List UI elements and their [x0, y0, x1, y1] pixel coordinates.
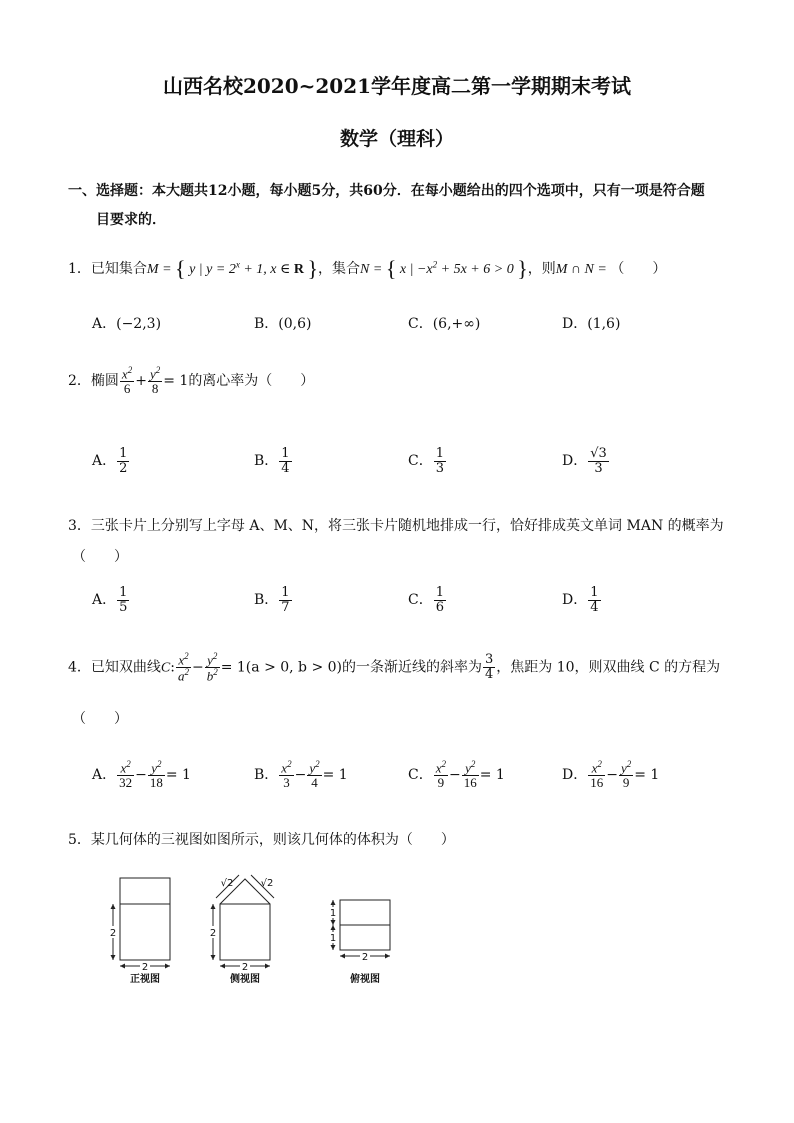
section-heading-line1: 一、选择题：本大题共12小题，每小题5分，共60分．在每小题给出的四个选项中，只有一项是符合题 — [68, 183, 705, 199]
q2-option-c: C． $\frac{1}{3}$ — [408, 446, 444, 476]
q2-frac-b: $\frac{1}{4}$ — [281, 446, 290, 476]
q3-option-d: D． $\frac{1}{4}$ — [562, 585, 599, 615]
q2-option-a: A． $\frac{1}{2}$ — [92, 446, 128, 476]
side-slant-left-label: √2 — [220, 878, 234, 889]
front-view-caption: 正视图 — [130, 974, 160, 985]
q4-option-c: C． $\frac{x^2}{9}$ − $\frac{y^2}{16}$ = 1 — [408, 759, 505, 790]
q3-option-c: C． $\frac{1}{6}$ — [408, 585, 444, 615]
page-subtitle: 数学（理科） — [339, 128, 454, 150]
q2-option-b: B． $\frac{1}{4}$ — [254, 446, 290, 476]
question-4-line2: （ ） — [72, 711, 128, 727]
q2-frac-x: $\frac{x^2}{6}$ — [121, 365, 133, 396]
q1-suffix: ，则 — [527, 261, 556, 277]
question-2: 2．椭圆 $\frac{x^2}{6}$ + $\frac{y^2}{8}$ = 1的离心率为（ ） — [68, 365, 315, 396]
q3-option-a: A． $\frac{1}{5}$ — [92, 585, 128, 615]
side-view-outline — [220, 904, 270, 960]
question-3-line1: 3．三张卡片上分别写上字母 A、M、N，将三张卡片随机地排成一行，恰好排成英文单词 MAN 的概率为 — [68, 518, 724, 534]
top-lower-label: 1 — [329, 933, 337, 944]
q1-mid: ，集合 — [318, 261, 361, 277]
q4-cond: = 1(a > 0, b > 0)的一条渐近线的斜率为 — [220, 659, 483, 676]
three-view-figure — [100, 868, 420, 986]
front-width-label: 2 — [141, 962, 149, 973]
side-view-caption: 侧视图 — [230, 974, 260, 985]
side-width-label: 2 — [241, 962, 249, 973]
section-heading-line2: 目要求的． — [96, 212, 166, 228]
top-view-caption: 俯视图 — [350, 974, 380, 985]
q1-option-a: A．(−2,3) — [92, 316, 162, 332]
q4-slope: $\frac{3}{4}$ — [485, 652, 494, 682]
page-title: 山西名校2020~2021学年度高二第一学期期末考试 — [162, 74, 632, 98]
top-upper-label: 1 — [329, 908, 337, 919]
q2-prefix: 2．椭圆 — [68, 372, 119, 389]
q2-frac-y: $\frac{y^2}{8}$ — [149, 365, 161, 396]
q2-frac-c: $\frac{1}{3}$ — [435, 446, 444, 476]
question-5: 5．某几何体的三视图如图所示，则该几何体的体积为（ ） — [68, 832, 455, 848]
q2-frac-d: $\frac{√3}{3}$ — [590, 446, 607, 476]
side-slant-right-label: √2 — [260, 878, 274, 889]
q2-frac-a: $\frac{1}{2}$ — [119, 446, 128, 476]
q4-option-d: D． $\frac{x^2}{16}$ − $\frac{y^2}{9}$ = 1 — [562, 759, 660, 790]
q1-option-c: C．(6,+∞) — [408, 316, 481, 332]
q1-set-m: M = { y | $y = 2^x + 1$, x ∈ R } — [146, 256, 319, 281]
question-4: 4．已知双曲线C: $\frac{x^2}{a^2}$ − $\frac{y^2}{b^2}$ = 1(a > 0, b > 0)的一条渐近线的斜率为 $\frac{3}{4}$ ，焦距为 10，则双曲线 C 的方程为 — [68, 651, 721, 684]
q2-suffix: 的离心率为（ ） — [188, 372, 315, 389]
side-height-label: 2 — [209, 928, 217, 939]
q1-option-b: B．(0,6) — [254, 316, 312, 332]
top-width-label: 2 — [361, 952, 369, 963]
q1-option-d: D．(1,6) — [562, 316, 621, 332]
q1-set-n: N = { x | $-x^2 + 5x + 6 > 0$ } — [360, 256, 528, 281]
question-1 — [68, 256, 666, 282]
q4-prefix: 4．已知双曲线 — [68, 659, 161, 676]
q2-option-d: D． $\frac{√3}{3}$ — [562, 446, 607, 476]
q1-expr: M ∩ N = — [555, 262, 611, 277]
question-3-line2: （ ） — [72, 549, 128, 565]
q4-option-a: A． $\frac{x^2}{32}$ − $\frac{y^2}{18}$ = 1 — [92, 759, 191, 790]
q3-option-b: B． $\frac{1}{7}$ — [254, 585, 290, 615]
q1-end: （ ） — [610, 261, 667, 277]
q4-suffix: ，焦距为 10，则双曲线 C 的方程为 — [496, 659, 721, 676]
q1-prefix: 1．已知集合 — [68, 261, 147, 277]
front-view-outline — [120, 878, 170, 960]
q4-option-b: B． $\frac{x^2}{3}$ − $\frac{y^2}{4}$ = 1 — [254, 759, 348, 790]
front-height-label: 2 — [109, 928, 117, 939]
